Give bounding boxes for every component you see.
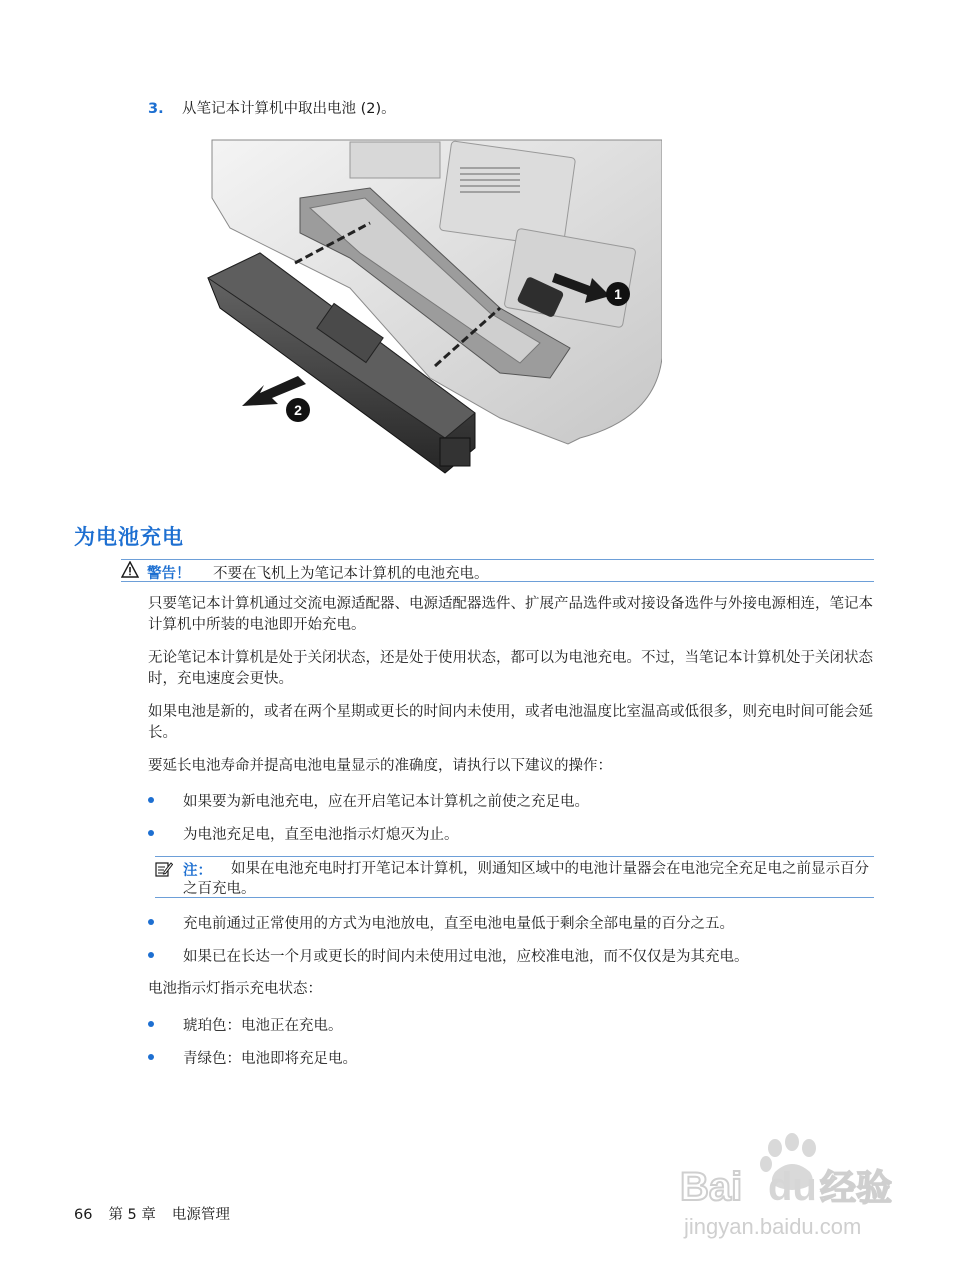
baidu-paw-logo bbox=[680, 1130, 910, 1250]
list-item-text: 充电前通过正常使用的方式为电池放电，直至电池电量低于剩余全部电量的百分之五。 bbox=[183, 916, 734, 932]
bullet-icon bbox=[148, 830, 154, 836]
watermark-brand2: du bbox=[768, 1165, 817, 1209]
note-label: 注： bbox=[183, 863, 212, 879]
warning-triangle-icon bbox=[121, 561, 139, 578]
step-text: 从笔记本计算机中取出电池 (2)。 bbox=[182, 101, 396, 117]
paragraph-charging-time: 如果电池是新的，或者在两个星期或更长的时间内未使用，或者电池温度比室温高或低很多，则充电时间可能会延长。 bbox=[148, 704, 873, 741]
bullet-icon bbox=[148, 952, 154, 958]
warning-label: 警告！ bbox=[147, 566, 191, 582]
warning-box bbox=[121, 559, 874, 582]
page-footer bbox=[74, 1203, 246, 1224]
list-item-text: 琥珀色：电池正在充电。 bbox=[183, 1018, 343, 1034]
paragraph-recommendations: 要延长电池寿命并提高电池电量显示的准确度，请执行以下建议的操作： bbox=[148, 758, 612, 774]
laptop-battery-drawing bbox=[200, 138, 662, 484]
paragraph-status-intro: 电池指示灯指示充电状态： bbox=[148, 981, 322, 997]
bullet-icon bbox=[148, 797, 154, 803]
callout-1: 1 bbox=[614, 286, 622, 302]
callout-2: 2 bbox=[294, 402, 302, 418]
step-3 bbox=[148, 97, 396, 118]
paragraph-charging-state: 无论笔记本计算机是处于关闭状态，还是处于使用状态，都可以为电池充电。不过，当笔记本计算机处于关闭状态时，充电速度会更快。 bbox=[148, 650, 873, 687]
chapter-label: 第 5 章 bbox=[108, 1207, 156, 1223]
step-number: 3. bbox=[148, 101, 164, 117]
baidu-jingyan-watermark bbox=[680, 1130, 910, 1250]
watermark-url: jingyan.baidu.com bbox=[684, 1214, 862, 1239]
bullet-icon bbox=[148, 1054, 154, 1060]
battery-removal-illustration bbox=[200, 138, 662, 484]
list-item-text: 如果要为新电池充电，应在开启笔记本计算机之前使之充足电。 bbox=[183, 794, 589, 810]
list-item-text: 为电池充足电，直至电池指示灯熄灭为止。 bbox=[183, 827, 459, 843]
list-item-text: 青绿色：电池即将充足电。 bbox=[183, 1051, 357, 1067]
paragraph-charging-start: 只要笔记本计算机通过交流电源适配器、电源适配器选件、扩展产品选件或对接设备选件与外接电源相连，笔记本计算机中所装的电池即开始充电。 bbox=[148, 596, 873, 633]
chapter-title: 电源管理 bbox=[171, 1207, 230, 1223]
watermark-cn: 经验 bbox=[820, 1168, 893, 1209]
list-item-text: 如果已在长达一个月或更长的时间内未使用过电池，应校准电池，而不仅仅是为其充电。 bbox=[183, 949, 749, 965]
page-number: 66 bbox=[74, 1207, 93, 1223]
bullet-icon bbox=[148, 919, 154, 925]
section-title: 为电池充电 bbox=[74, 525, 184, 549]
bullet-icon bbox=[148, 1021, 154, 1027]
note-box bbox=[155, 856, 874, 898]
watermark-brand: Bai bbox=[680, 1165, 743, 1209]
warning-text: 不要在飞机上为笔记本计算机的电池充电。 bbox=[213, 566, 489, 582]
note-pencil-icon bbox=[155, 860, 173, 878]
note-text: 如果在电池充电时打开笔记本计算机，则通知区域中的电池计量器会在电池完全充足电之前显示百分之百充电。 bbox=[183, 861, 869, 897]
